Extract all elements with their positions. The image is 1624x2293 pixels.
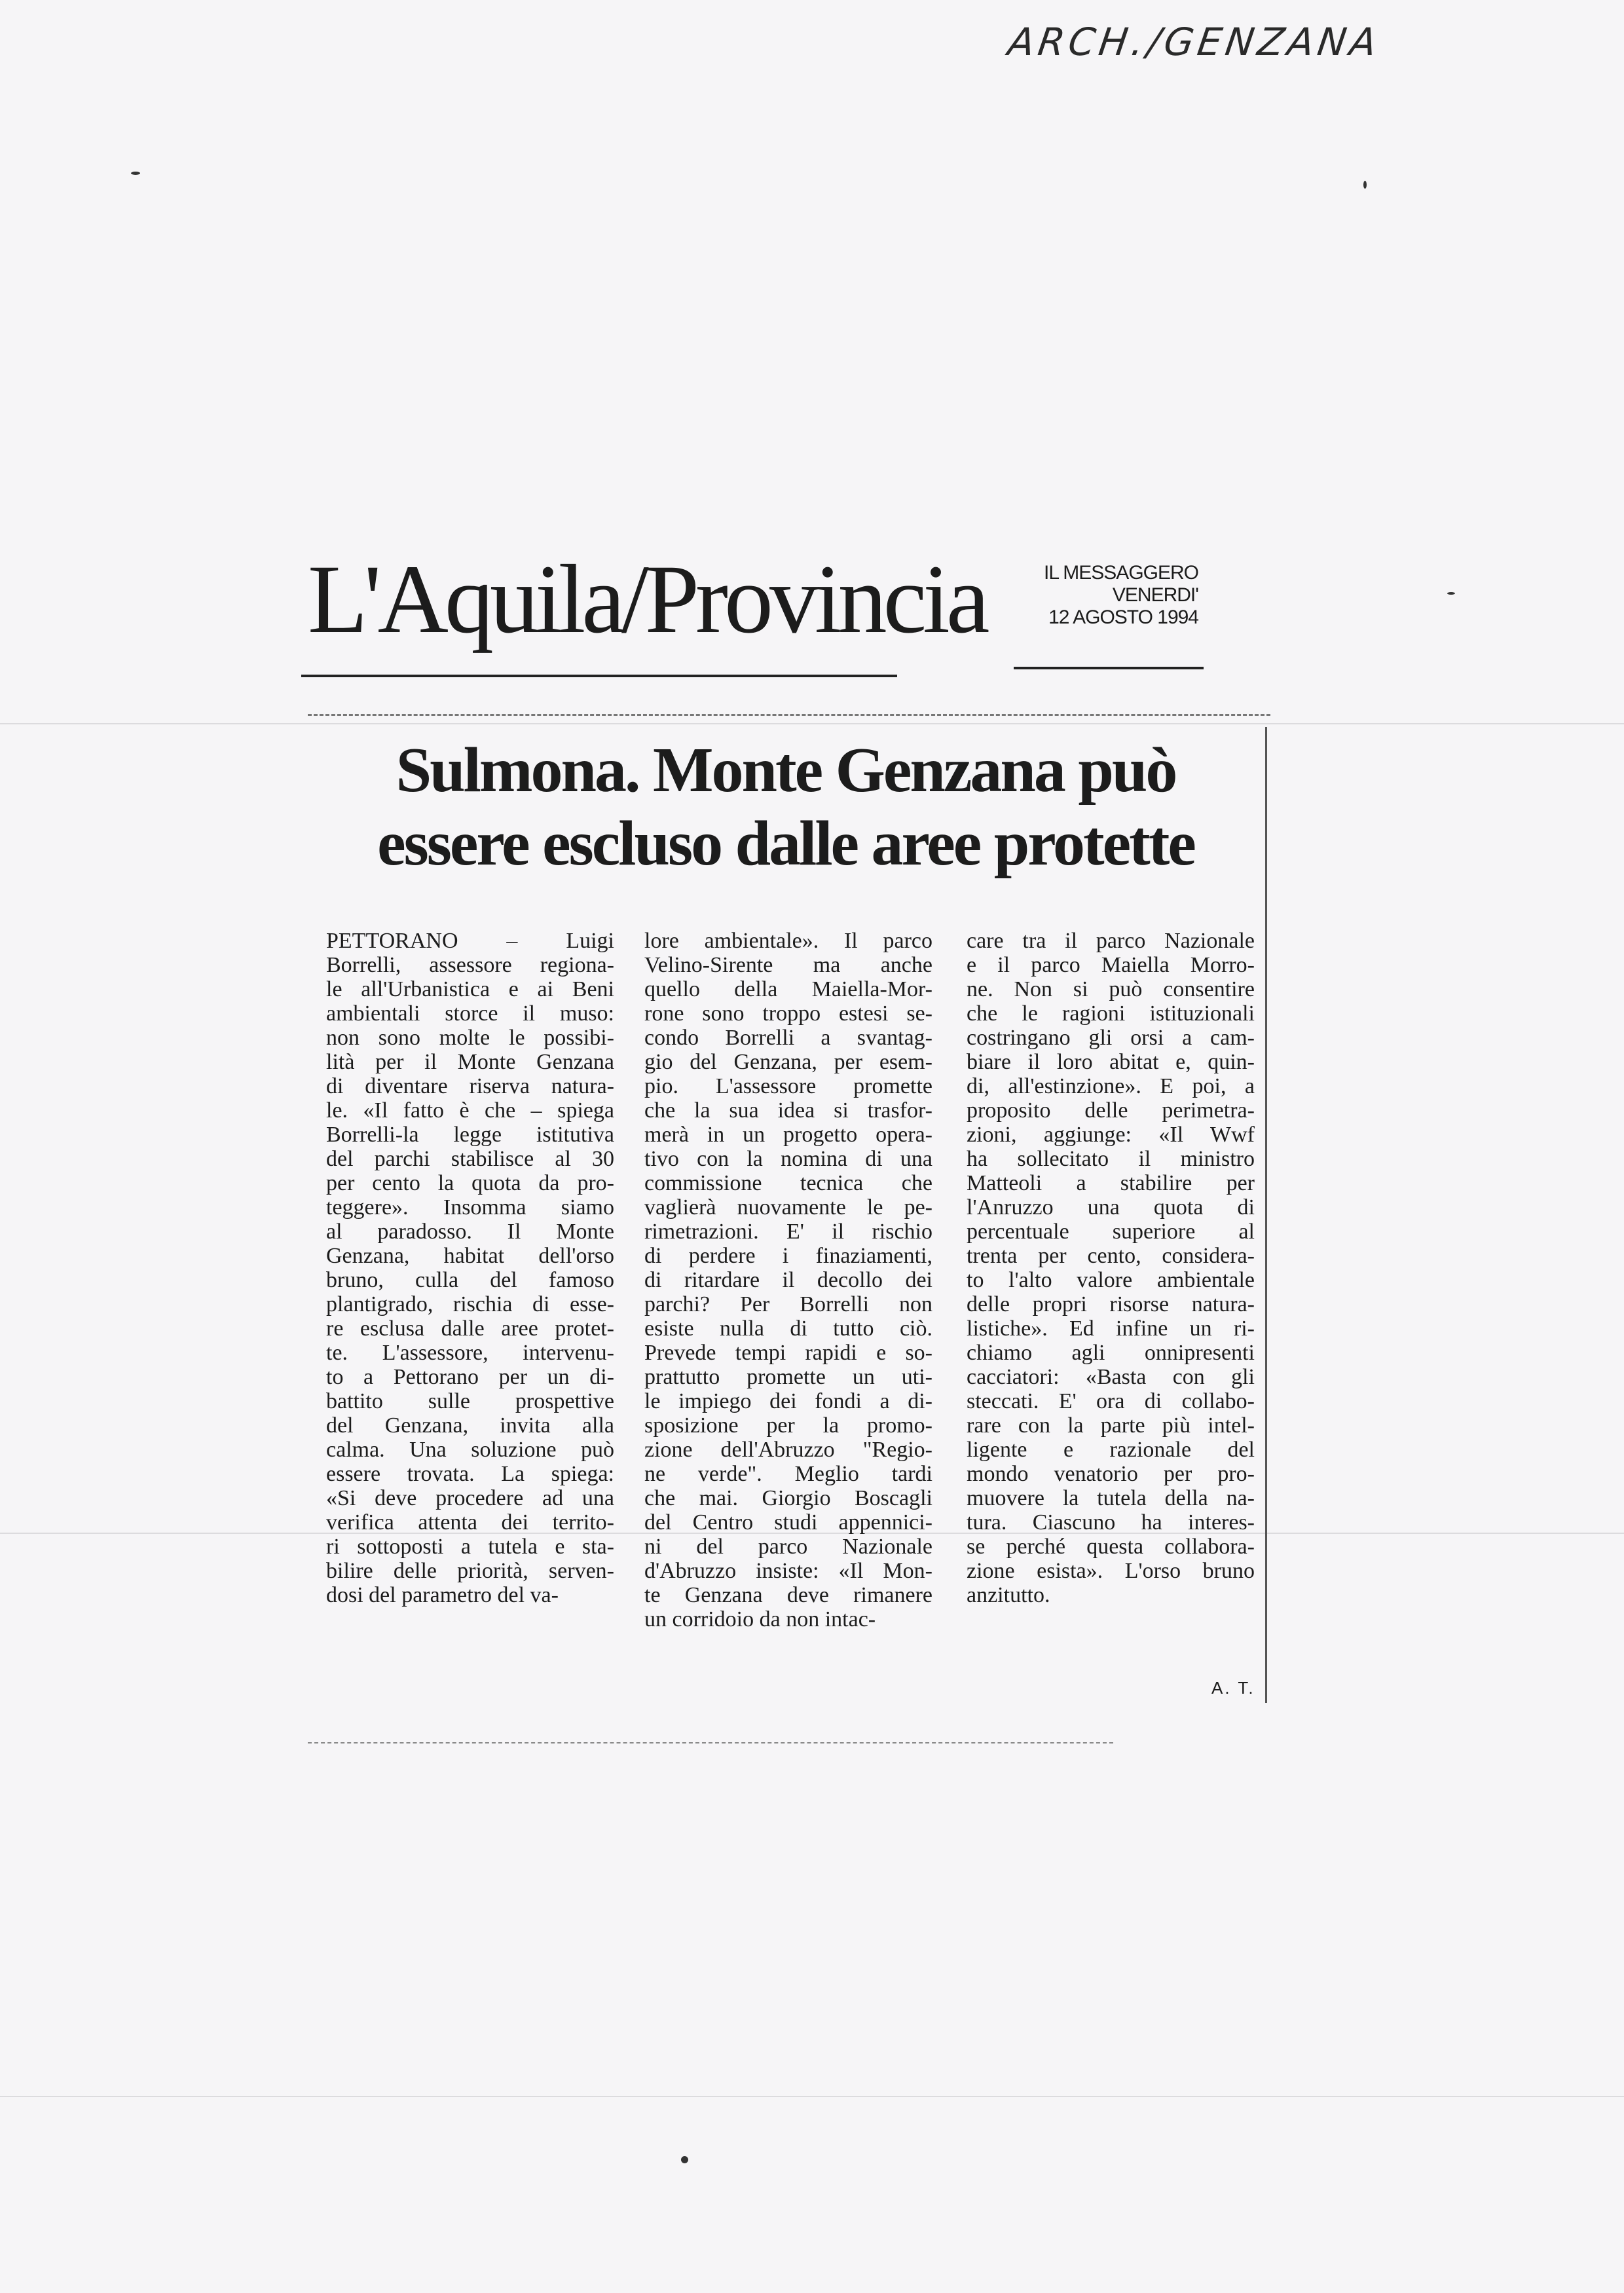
article-text-line: le. «Il fatto è che – spiega [326,1098,614,1123]
publication-date: 12 AGOSTO 1994 [1048,606,1198,628]
article-text-line: Matteoli a stabilire per [967,1171,1255,1195]
article-text-line: rone sono troppo estesi se- [644,1001,932,1026]
article-text-line: per cento la quota da pro- [326,1171,614,1195]
article-text-line: proposito delle perimetra- [967,1098,1255,1123]
article-text-line: rare con la parte più intel- [967,1413,1255,1438]
article-text-line: se perché questa collabora- [967,1535,1255,1559]
paper-speck [131,172,140,175]
article-text-line: percentuale superiore al [967,1220,1255,1244]
paper-speck [1447,592,1455,595]
article-text-line: trenta per cento, considera- [967,1244,1255,1268]
section-title: L'Aquila/Provincia [308,545,986,654]
article-text-line: to a Pettorano per un di- [326,1365,614,1389]
article-text-line: prattutto promette un uti- [644,1365,932,1389]
article-column-3 [967,929,1255,1607]
article-text-line: Prevede tempi rapidi e so- [644,1341,932,1365]
article-text-line: ne verde". Meglio tardi [644,1462,932,1486]
publication-weekday: VENERDI' [1112,584,1198,606]
article-text-line: battito sulle prospettive [326,1389,614,1413]
article-column-1 [326,929,614,1607]
article-text-line: calma. Una soluzione può [326,1438,614,1462]
headline-line-1: Sulmona. Monte Genzana può [396,735,1176,806]
fold-line-upper [0,723,1624,724]
article-text-line: to l'alto valore ambientale [967,1268,1255,1292]
masthead-rule [1014,667,1204,669]
article-text-line: costringano gli orsi a cam- [967,1026,1255,1050]
article-text-line: non sono molte le possibi- [326,1026,614,1050]
article-text-line: quello della Maiella-Mor- [644,977,932,1001]
article-text-line: commissione tecnica che [644,1171,932,1195]
article-text-line: re esclusa dalle aree protet- [326,1316,614,1341]
article-text-line: condo Borrelli a svantag- [644,1026,932,1050]
article-text-line: chiamo agli onnipresenti [967,1341,1255,1365]
article-text-line: dosi del parametro del va- [326,1583,559,1607]
handwritten-archive-note: ARCH./GENZANA [1005,20,1384,64]
article-text-line: l'Anruzzo una quota di [967,1195,1255,1220]
article-text-line: teggere». Insomma siamo [326,1195,614,1220]
article-text-line: steccati. E' ora di collabo- [967,1389,1255,1413]
article-text-line: che mai. Giorgio Boscagli [644,1486,932,1510]
article-text-line: tura. Ciascuno ha interes- [967,1510,1255,1535]
article-text-line: care tra il parco Nazionale [967,929,1255,953]
article-text-line: al paradosso. Il Monte [326,1220,614,1244]
article-text-line: verifica attenta dei territo- [326,1510,614,1535]
article-text-line: del Centro studi appennici- [644,1510,932,1535]
article-text-line: sposizione per la promo- [644,1413,932,1438]
article-text-line: lore ambientale». Il parco [644,929,932,953]
article-text-line: Borrelli-la legge istitutiva [326,1123,614,1147]
paper-speck [681,2156,688,2163]
article-text-line: pio. L'assessore promette [644,1074,932,1098]
headline-line-2: essere escluso dalle aree protette [377,808,1194,879]
article-text-line: zioni, aggiunge: «Il Wwf [967,1123,1255,1147]
article-text-line: che la sua idea si trasfor- [644,1098,932,1123]
article-text-line: «Si deve procedere ad una [326,1486,614,1510]
article-text-line: ligente e razionale del [967,1438,1255,1462]
article-text-line: merà in un progetto opera- [644,1123,932,1147]
article-text-line: biare il loro abitat e, quin- [967,1050,1255,1074]
clipping-border-top [308,714,1270,716]
fold-line-bottom [0,2096,1624,2097]
newspaper-name: IL MESSAGGERO [1044,562,1198,584]
article-text-line: d'Abruzzo insiste: «Il Mon- [644,1559,932,1583]
article-text-line: tivo con la nomina di una [644,1147,932,1171]
article-text-line: lità per il Monte Genzana [326,1050,614,1074]
article-text-line: Genzana, habitat dell'orso [326,1244,614,1268]
masthead [1029,562,1198,629]
section-title-rule [301,675,897,677]
article-text-line: di diventare riserva natura- [326,1074,614,1098]
article-text-line: cacciatori: «Basta con gli [967,1365,1255,1389]
article-text-line: bruno, culla del famoso [326,1268,614,1292]
article-text-line: vaglierà nuovamente le pe- [644,1195,932,1220]
article-text-line: zione dell'Abruzzo "Regio- [644,1438,932,1462]
article-text-line: anzitutto. [967,1583,1050,1607]
article-text-line: bilire delle priorità, serven- [326,1559,614,1583]
article-text-line: Borrelli, assessore regiona- [326,953,614,977]
article-text-line: muovere la tutela della na- [967,1486,1255,1510]
article-text-line: ha sollecitato il ministro [967,1147,1255,1171]
article-text-line: di, all'estinzione». E poi, a [967,1074,1255,1098]
article-text-line: del parchi stabilisce al 30 [326,1147,614,1171]
article-text-line: le impiego dei fondi a di- [644,1389,932,1413]
article-text-line: ne. Non si può consentire [967,977,1255,1001]
article-text-line: delle propri risorse natura- [967,1292,1255,1316]
article-text-line: ni del parco Nazionale [644,1535,932,1559]
article-text-line: ri sottoposti a tutela e sta- [326,1535,614,1559]
article-text-line: te. L'assessore, intervenu- [326,1341,614,1365]
article-text-line: un corridoio da non intac- [644,1607,876,1631]
article-text-line: e il parco Maiella Morro- [967,953,1255,977]
article-text-line: gio del Genzana, per esem- [644,1050,932,1074]
paper-speck [1363,181,1367,189]
article-text-line: PETTORANO – Luigi [326,929,614,953]
article-text-line: zione esista». L'orso bruno [967,1559,1255,1583]
article-text-line: del Genzana, invita alla [326,1413,614,1438]
article-column-2 [644,929,932,1631]
article-text-line: le all'Urbanistica e ai Beni [326,977,614,1001]
article-author: A. T. [1211,1678,1255,1698]
article-text-line: listiche». Ed infine un ri- [967,1316,1255,1341]
article-text-line: essere trovata. La spiega: [326,1462,614,1486]
article-text-line: di ritardare il decollo dei [644,1268,932,1292]
article-text-line: esiste nulla di tutto ciò. [644,1316,932,1341]
article-text-line: di perdere i finaziamenti, [644,1244,932,1268]
article-text-line: Velino-Sirente ma anche [644,953,932,977]
article-text-line: parchi? Per Borrelli non [644,1292,932,1316]
clipping-border-right [1265,727,1267,1703]
article-text-line: plantigrado, rischia di esse- [326,1292,614,1316]
article-headline [327,734,1244,880]
article-text-line: che le ragioni istituzionali [967,1001,1255,1026]
article-text-line: mondo venatorio per pro- [967,1462,1255,1486]
article-text-line: te Genzana deve rimanere [644,1583,932,1607]
article-text-line: ambientali storce il muso: [326,1001,614,1026]
article-text-line: rimetrazioni. E' il rischio [644,1220,932,1244]
clipping-border-bottom [308,1742,1113,1743]
